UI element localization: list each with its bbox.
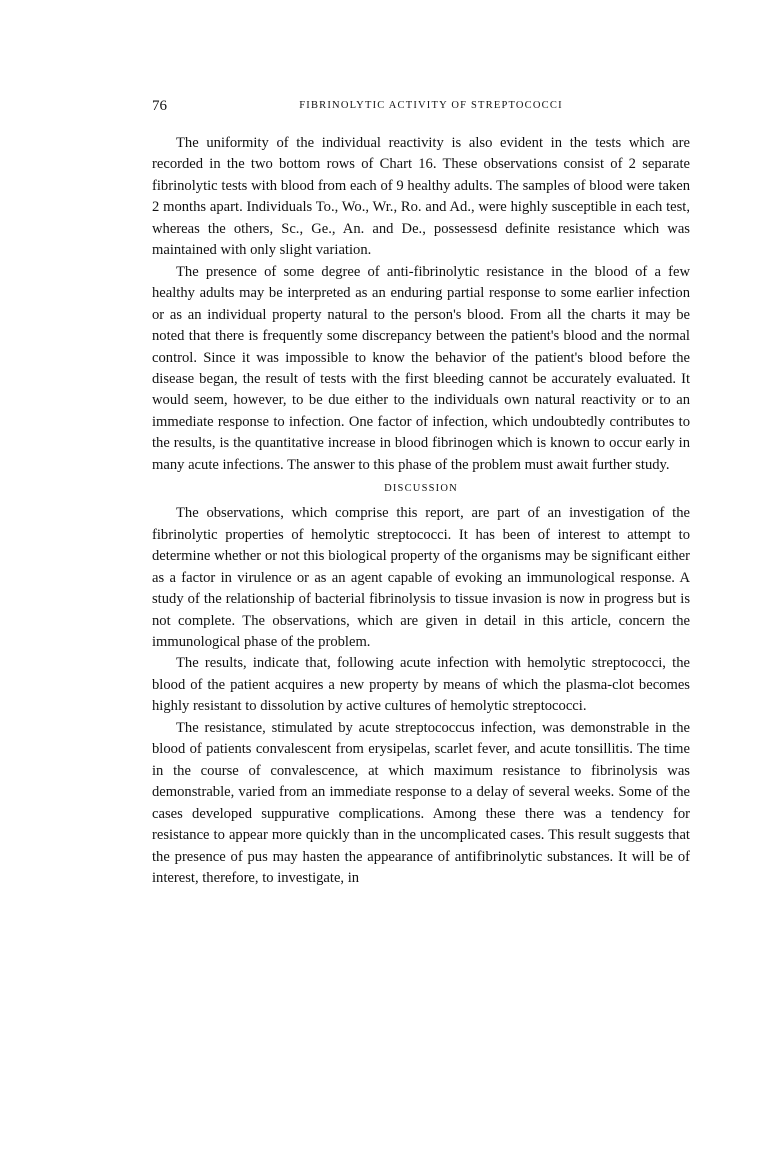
paragraph-results: The results, indicate that, following acute infection with hemolytic streptococci, the blood of the patient acquires a new property by means of which the plasma-clot becomes highly resistant to dissolution by active cultures of hemolytic streptococci. [152, 655, 690, 715]
paragraph-observations: The observations, which comprise this report, are part of an investigation of the fibrinolytic properties of hemolytic streptococci. It has been of interest to attempt to determine whether or not this biological property of the organisms may be significant either as a factor in virulence or as an agent capable of evoking an immunological response. A study of the relationship of bacterial fibrinolysis to tissue invasion is now in progress but is not complete. The observations, which are given in detail in this article, concern the immunological phase of the problem. [152, 505, 690, 650]
page-number: 76 [152, 98, 167, 114]
paragraph-individual-reactivity: The uniformity of the individual reactivity is also evident in the tests which are recorded in the two bottom rows of Chart 16. These observations consist of 2 separate fibrinolytic tests with blood from each of 9 healthy adults. The samples of blood were taken 2 months apart. Individuals To., Wo., Wr., Ro. and Ad., were highly susceptible in each test, whereas the others, Sc., Ge., An. and De., possessesd definite resistance which was maintained with only slight variation. [152, 135, 690, 259]
running-title: FIBRINOLYTIC ACTIVITY OF STREPTOCOCCI [299, 100, 563, 111]
body-text [152, 133, 690, 889]
page-header [152, 98, 690, 118]
paragraph-anti-fibrinolytic-resistance: The presence of some degree of anti-fibrinolytic resistance in the blood of a few healthy adults may be interpreted as an enduring partial response to some earlier infection or as an individual property natural to the person's blood. From all the charts it may be noted that there is frequently some discrepancy between the patient's blood and the normal control. Since it was impossible to know the behavior of the patient's blood before the disease began, the result of tests with the first bleeding cannot be accurately evaluated. It would seem, however, to be due either to the individuals own natural reactivity or to an immediate response to infection. One factor of infection, which undoubtedly contributes to the results, is the quantitative increase in blood fibrinogen which is known to occur early in many acute infections. The answer to this phase of the problem must await further study. [152, 263, 690, 473]
paragraph-resistance: The resistance, stimulated by acute streptococcus infection, was demonstrable in the blood of patients convalescent from erysipelas, scarlet fever, and acute tonsillitis. The time in the course of convalescence, at which maximum resistance to fibrinolysis was demonstrable, varied from an immediate response to a delay of several weeks. Some of the cases developed suppurative complications. Among these there was a tendency for resistance to appear more quickly than in the uncomplicated cases. This result suggests that the presence of pus may hasten the appearance of antifibrinolytic substances. It will be of interest, therefore, to investigate, in [152, 719, 690, 886]
section-heading-discussion: DISCUSSION [384, 483, 458, 495]
